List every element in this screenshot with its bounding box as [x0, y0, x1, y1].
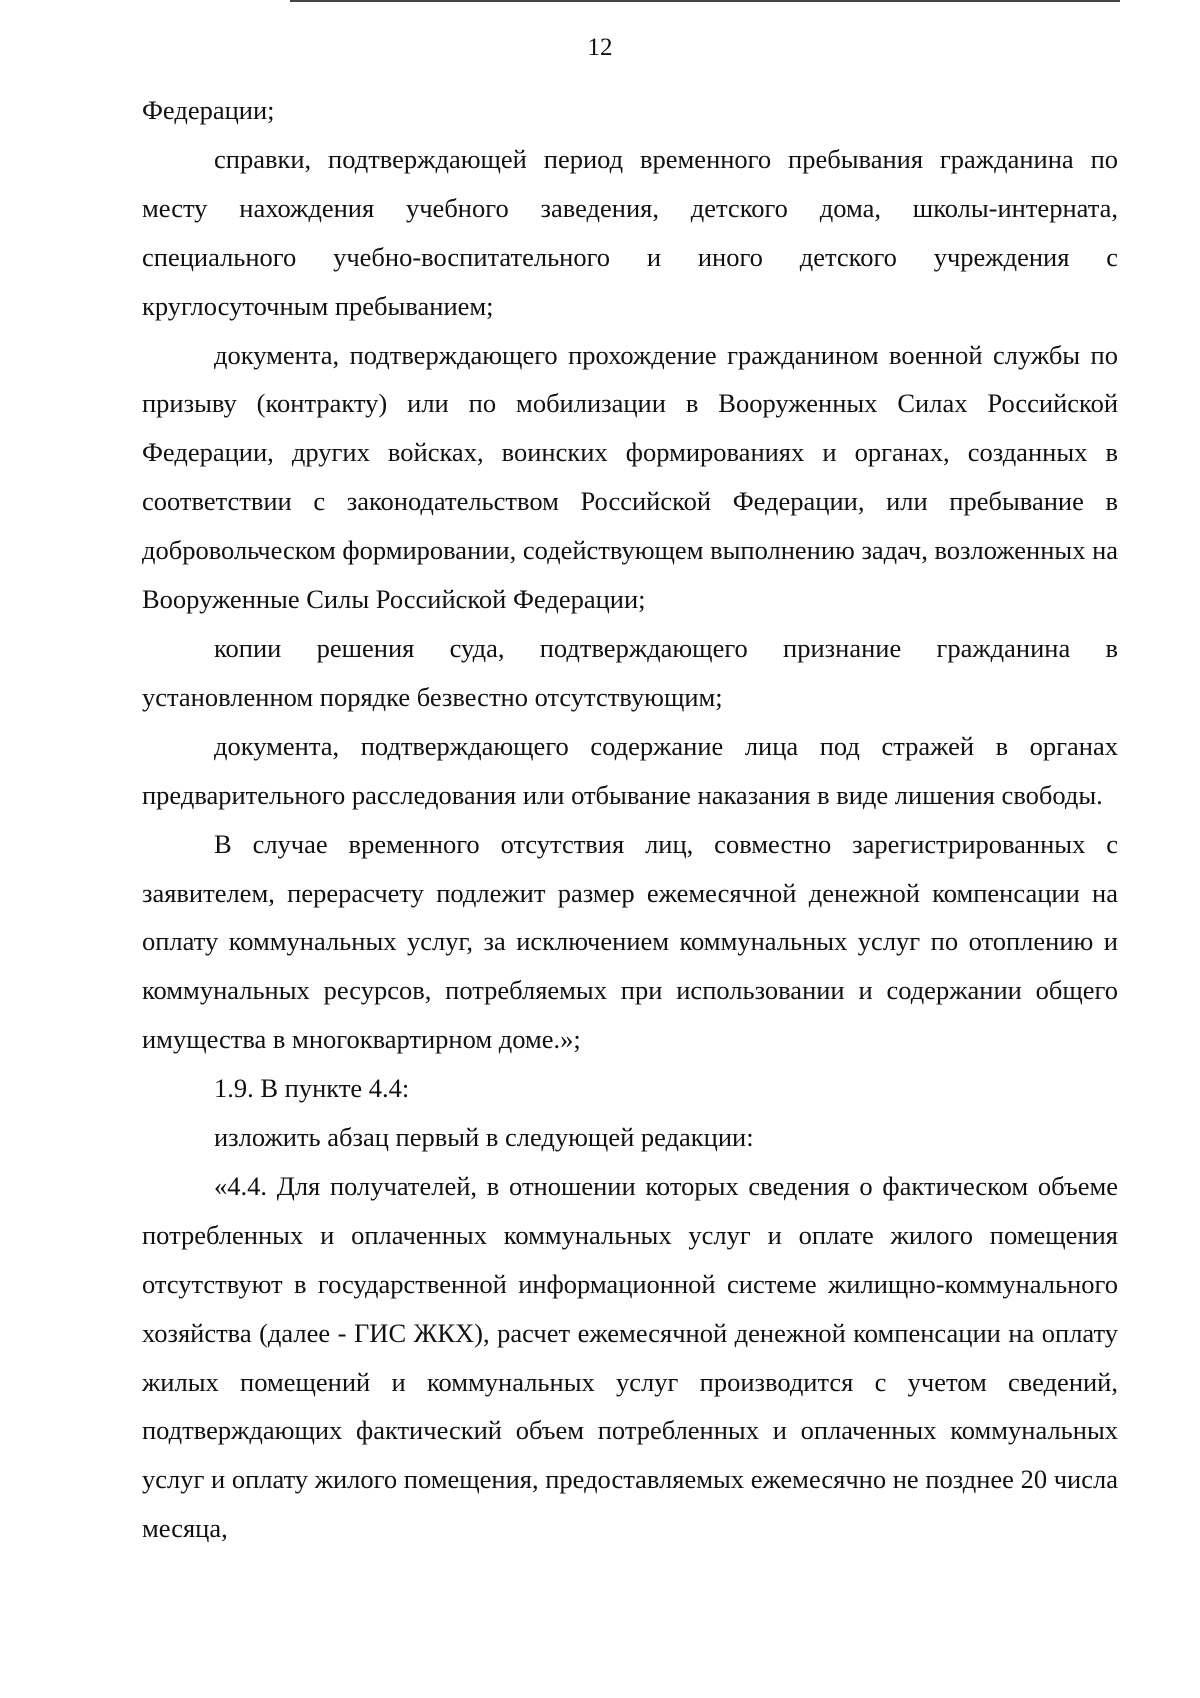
paragraph-dokumenta-voennoy-sluzhby: документа, подтверждающего прохождение гражданином военной службы по призыву (контракту) или по мобилизации в Вооруженных Силах Российской Федерации, других войсках, воинских формированиях и органах, созданных в соответствии с законодательством Российской Федерации, или пребывание в добровольческом формировании, содействующем выполнению задач, возложенных на Вооруженные Силы Российской Федерации; [142, 339, 1119, 615]
paragraph-pereraschet: В случае временного отсутствия лиц, совместно зарегистрированных с заявителем, перерасчету подлежит размер ежемесячной денежной компенсации на оплату коммунальных услуг, за исключением коммунальных услуг по отоплению и коммунальных ресурсов, потребляемых при использовании и содержании общего имущества в многоквартирном доме.»; [142, 828, 1118, 1055]
paragraph-punkt-1-9: 1.9. В пункте 4.4: [214, 1073, 410, 1104]
paragraph-izlozhit-abzats: изложить абзац первый в следующей редакции: [214, 1122, 754, 1153]
paragraph-federatsii: Федерации; [142, 95, 275, 125]
paragraph-spravki: справки, подтверждающей период временного пребывания гражданина по месту нахождения учебного заведения, детского дома, школы-интерната, специального учебно-воспитательного и иного детского учреждения с круглосуточным пребыванием; [142, 143, 1118, 321]
document-body [142, 86, 1118, 1553]
page-number: 12 [587, 34, 613, 61]
paragraph-dokumenta-soderzhanie-pod-strazhey: документа, подтверждающего содержание лица под стражей в органах предварительного расследования или отбывание наказания в виде лишения свободы. [142, 730, 1118, 810]
paragraph-punkt-4-4: «4.4. Для получателей, в отношении которых сведения о фактическом объеме потребленных и оплаченных коммунальных услуг и оплате жилого помещения отсутствуют в государственной информационной системе жилищно-коммунального хозяйства (далее - ГИС ЖКХ), расчет ежемесячной денежной компенсации на оплату жилых помещений и коммунальных услуг производится с учетом сведений, подтверждающих фактический объем потребленных и оплаченных коммунальных услуг и оплату жилого помещения, предоставляемых ежемесячно не позднее 20 числа месяца, [142, 1170, 1118, 1544]
paragraph-kopii-resheniya-suda: копии решения суда, подтверждающего признание гражданина в установленном порядке безвестно отсутствующим; [142, 632, 1118, 712]
scan-edge-line [290, 0, 1120, 2]
